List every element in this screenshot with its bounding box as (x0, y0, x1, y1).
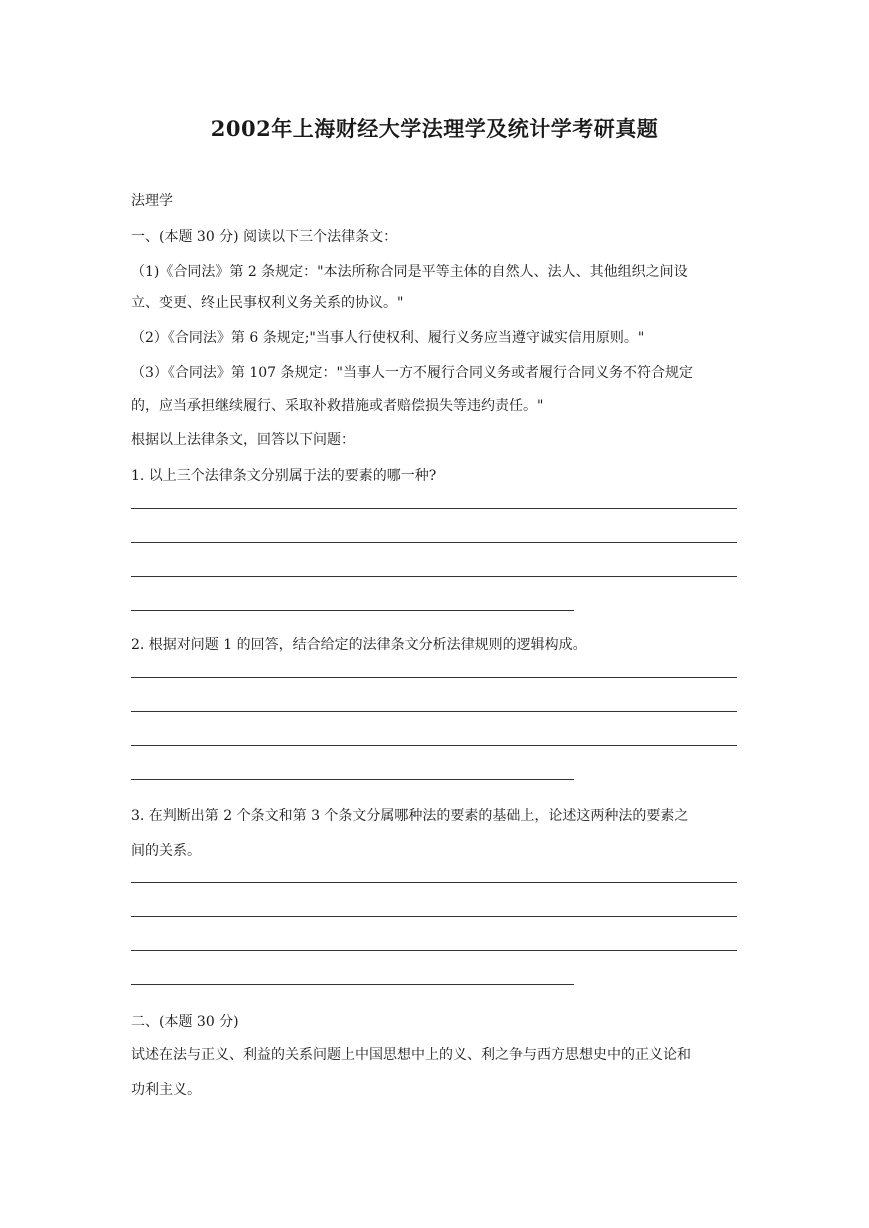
clause-1-line-1: （1)《合同法》第 2 条规定："本法所称合同是平等主体的自然人、法人、其他组织之间设 (131, 264, 688, 280)
answer-line (131, 711, 737, 712)
document-title: 2002年上海财经大学法理学及统计学考研真题 (210, 116, 659, 141)
answer-line (131, 882, 737, 883)
answer-line (131, 610, 574, 611)
answer-line (131, 779, 574, 780)
question-2-body-line-1: 试述在法与正义、利益的关系问题上中国思想中上的义、利之争与西方思想史中的正义论和 (131, 1047, 691, 1063)
question-2-body-line-2: 功利主义。 (131, 1082, 201, 1098)
answer-line (131, 508, 737, 509)
answer-line (131, 576, 737, 577)
clause-3-line-2: 的，应当承担继续履行、采取补救措施或者赔偿损失等违约责任。" (131, 398, 544, 414)
sub-question-3-line-2: 间的关系。 (131, 843, 201, 859)
question-1-heading: 一、(本题 30 分) 阅读以下三个法律条文： (131, 229, 398, 245)
answer-line (131, 745, 737, 746)
answer-line (131, 542, 737, 543)
sub-question-1: 1. 以上三个法律条文分别属于法的要素的哪一种? (131, 468, 437, 484)
answer-line (131, 950, 737, 951)
clause-1-line-2: 立、变更、终止民事权利义务关系的协议。" (131, 295, 404, 311)
answer-line (131, 984, 574, 985)
clause-2: （2）《合同法》第 6 条规定;"当事人行使权利、履行义务应当遵守诚实信用原则。" (131, 330, 645, 346)
question-2-heading: 二、(本题 30 分) (131, 1014, 239, 1030)
sub-question-3-line-1: 3. 在判断出第 2 个条文和第 3 个条文分属哪种法的要素的基础上，论述这两种法的要素之 (131, 808, 689, 824)
answer-line (131, 677, 737, 678)
clause-3-line-1: （3）《合同法》第 107 条规定："当事人一方不履行合同义务或者履行合同义务不符合规定 (131, 365, 693, 381)
sub-question-2: 2. 根据对问题 1 的回答，结合给定的法律条文分析法律规则的逻辑构成。 (131, 637, 587, 653)
question-1-prompt: 根据以上法律条文，回答以下问题： (131, 432, 355, 448)
section-label: 法理学 (131, 193, 173, 209)
answer-line (131, 916, 737, 917)
